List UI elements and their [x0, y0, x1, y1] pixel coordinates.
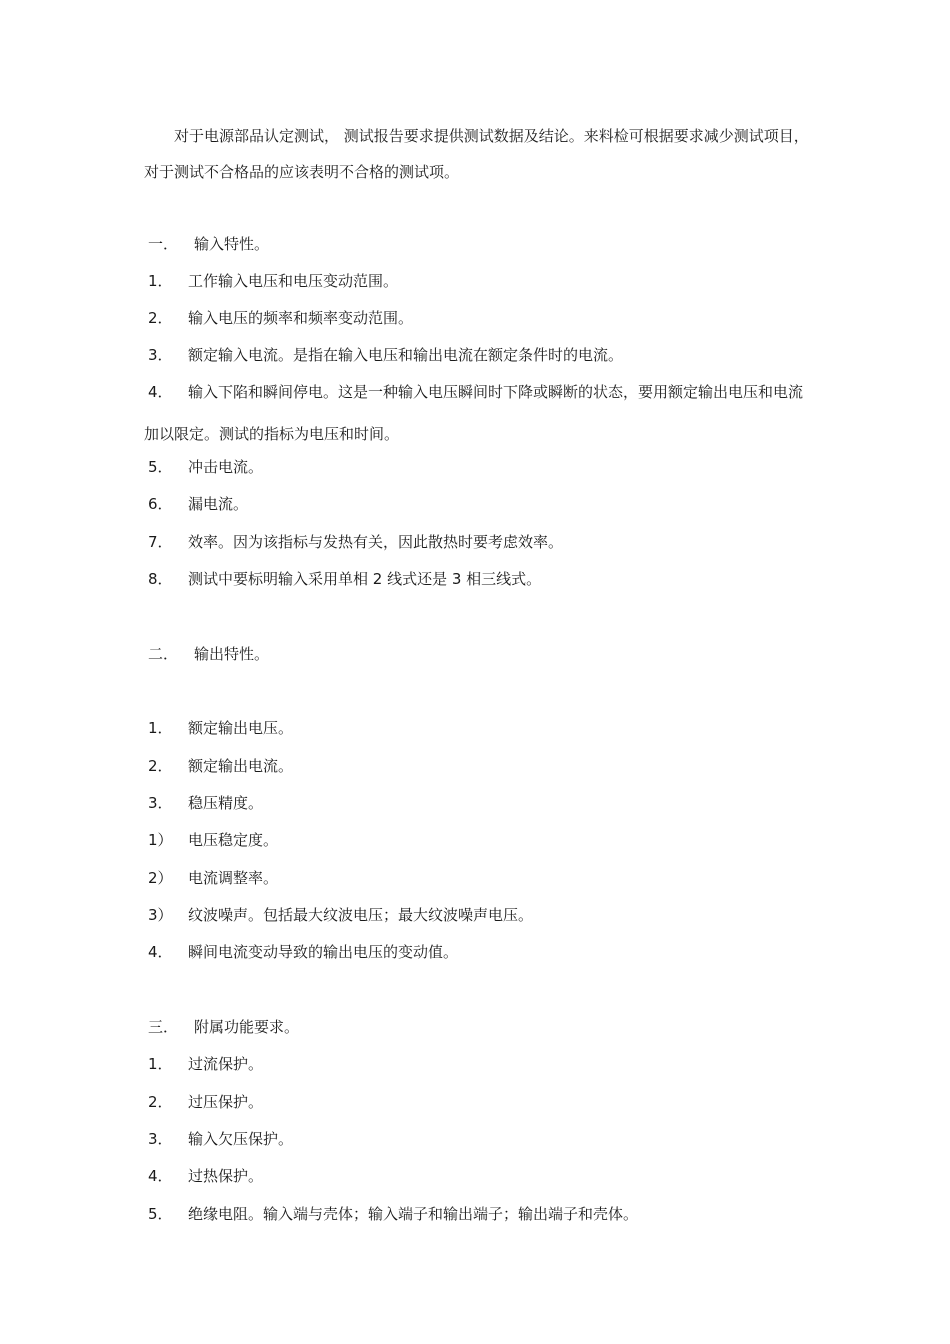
- list-item: [148, 905, 533, 925]
- item-text: 过压保护。: [188, 1093, 264, 1111]
- item-text: 效率。因为该指标与发热有关，因此散热时要考虑效率。: [188, 533, 564, 551]
- list-item: [148, 868, 278, 888]
- list-item: [144, 371, 806, 455]
- section-title: 附属功能要求。: [194, 1018, 300, 1036]
- list-item: [148, 532, 563, 552]
- section-heading-auxiliary: [148, 1017, 299, 1037]
- item-text: 输入下陷和瞬间停电。这是一种输入电压瞬间时下降或瞬断的状态，要用额定输出电压和电流加以限定。测试的指标为电压和时间。: [144, 383, 804, 443]
- list-item: [148, 271, 398, 291]
- list-item: [148, 569, 541, 589]
- item-number: 7．: [148, 533, 173, 551]
- item-number: 1．: [148, 719, 173, 737]
- section-title: 输入特性。: [194, 235, 270, 253]
- item-text: 纹波噪声。包括最大纹波电压；最大纹波噪声电压。: [188, 906, 534, 924]
- list-item: [148, 494, 248, 514]
- item-number: 5．: [148, 1205, 173, 1223]
- item-text: 冲击电流。: [188, 458, 264, 476]
- item-number: 2．: [148, 757, 173, 775]
- item-text: 额定输入电流。是指在输入电压和输出电流在额定条件时的电流。: [188, 346, 624, 364]
- section-heading-input: [148, 234, 269, 254]
- item-text: 测试中要标明输入采用单相 2 线式还是 3 相三线式。: [188, 570, 542, 588]
- list-item: [148, 1092, 263, 1112]
- section-number: 三．: [148, 1018, 179, 1036]
- item-number: 4．: [148, 383, 173, 401]
- item-text: 电流调整率。: [188, 869, 279, 887]
- item-number: 5．: [148, 458, 173, 476]
- item-text: 额定输出电压。: [188, 719, 294, 737]
- item-text: 漏电流。: [188, 495, 249, 513]
- list-item: [148, 942, 458, 962]
- intro-paragraph: 对于电源部品认定测试， 测试报告要求提供测试数据及结论。来料检可根据要求减少测试项目，对于测试不合格品的应该表明不合格的测试项。: [144, 127, 809, 181]
- item-number: 4．: [148, 1167, 173, 1185]
- item-text: 过流保护。: [188, 1055, 264, 1073]
- list-item: [148, 756, 293, 776]
- item-number: 3．: [148, 346, 173, 364]
- item-number: 2．: [148, 1093, 173, 1111]
- item-text: 输入欠压保护。: [188, 1130, 294, 1148]
- list-item: [148, 345, 623, 365]
- list-item: [148, 718, 293, 738]
- item-text: 电压稳定度。: [188, 831, 279, 849]
- item-number: 2．: [148, 309, 173, 327]
- item-text: 过热保护。: [188, 1167, 264, 1185]
- item-number: 2）: [148, 869, 173, 887]
- item-number: 3．: [148, 794, 173, 812]
- item-text: 输入电压的频率和频率变动范围。: [188, 309, 414, 327]
- list-item: [148, 1204, 638, 1224]
- list-item: [148, 1129, 293, 1149]
- list-item: [148, 308, 413, 328]
- list-item: [148, 1166, 263, 1186]
- item-number: 4．: [148, 943, 173, 961]
- item-number: 8．: [148, 570, 173, 588]
- item-number: 6．: [148, 495, 173, 513]
- section-heading-output: [148, 644, 269, 664]
- item-text: 瞬间电流变动导致的输出电压的变动值。: [188, 943, 459, 961]
- section-number: 一．: [148, 235, 179, 253]
- item-number: 3．: [148, 1130, 173, 1148]
- item-text: 稳压精度。: [188, 794, 264, 812]
- item-number: 3）: [148, 906, 173, 924]
- list-item: [148, 793, 263, 813]
- list-item: [148, 457, 263, 477]
- item-number: 1．: [148, 272, 173, 290]
- section-title: 输出特性。: [194, 645, 270, 663]
- item-text: 额定输出电流。: [188, 757, 294, 775]
- item-number: 1．: [148, 1055, 173, 1073]
- section-number: 二．: [148, 645, 179, 663]
- item-text: 绝缘电阻。输入端与壳体；输入端子和输出端子；输出端子和壳体。: [188, 1205, 639, 1223]
- item-number: 1）: [148, 831, 173, 849]
- item-text: 工作输入电压和电压变动范围。: [188, 272, 399, 290]
- list-item: [148, 830, 278, 850]
- list-item: [148, 1054, 263, 1074]
